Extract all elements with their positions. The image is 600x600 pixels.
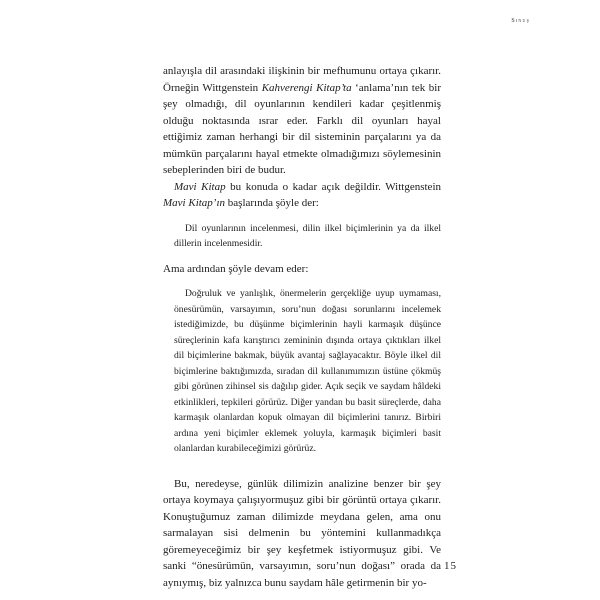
- paragraph-2-text-b: bu konuda o kadar açık değildir. Wittgenstein: [225, 180, 441, 193]
- body-text: [163, 63, 441, 591]
- paragraph-2-text-d: başlarında şöyle der:: [225, 197, 319, 209]
- block-quote-1-text: Dil oyunlarının incelenmesi, dilin ilkel biçimlerinin ya da ilkel dillerin incelenmesidir.: [174, 222, 441, 249]
- paragraph-1: [163, 63, 441, 179]
- paragraph-4: Bu, neredeyse, günlük dilimizin analizine benzer bir şey ortaya koymaya çalışıyormuşuz gibi bir görüntü ortaya çıkarır. Konuştuğumuz zaman dilimizde meydana gelen, ama onu sarmalayan sisi delmenin bu yöntemini kullanmadıkça göremeyeceğimiz bir şey keşfetmek istiyormuşuz gibi. Ve sanki “önesürümün, varsayımın, soru’nun doğası” orada da aynıymış, biz yalnızca bunu saydam hâle getirmenin bir yo-: [163, 477, 441, 589]
- paragraph-2: [163, 179, 441, 212]
- paragraph-3: Ama ardından şöyle devam eder:: [163, 262, 309, 275]
- book-title-mavi-kitap: Mavi Kitap: [174, 180, 226, 193]
- spacer: [163, 466, 441, 476]
- paragraph-1-text-a: anlayışla dil arasındaki ilişkinin bir mefhumunu ortaya çıkarır. Örneğin Wittgenstein: [163, 65, 441, 94]
- block-quote-2: [174, 286, 441, 457]
- paragraph-1-text-c: ‘anlama’nın tek bir şey olmadığı, dil oyunlarının kendileri kadar çeşitlenmiş olduğu noktasında ısrar eder. Farklı dil oyunları hayal ettiğimiz zaman herhangi bir dil sisteminin parçalarını ya da mümkün parçalarını hayal etmekte olmadığımızı söylemesinin sebeplerinden biri de budur.: [163, 81, 441, 176]
- block-quote-2-text: Doğruluk ve yanlışlık, önermelerin gerçekliğe uyup uymaması, önesürümün, varsayımın, soru’nun doğası sorunlarını incelemek istediğimizde, bu düşünme biçimlerinin hayli karmaşık düşünce süreçlerinin kafa karıştırıcı zemininin dışında ortaya çıktıkları ilkel dil biçimlerine bakmak, büyük avantaj sağlayacaktır. Böyle ilkel dil biçimlerine baktığımızda, sıradan dil kullanımımızın üstüne çökmüş gibi görünen zihinsel sis dağılıp gider. Açık seçik ve saydam hâldeki etkinlikleri, tepkileri görürüz. Diğer yandan bu basit süreçlerde, daha karmaşık olanlardan kopuk olmayan dil biçimlerini tanırız. Birbiri ardına yeni biçimler eklemek yoluyla, karmaşık biçimleri basit olanlardan kurabileceğimizi görürüz.: [174, 288, 441, 454]
- book-title-kahverengi-kitap: Kahverengi Kitap’ta: [261, 81, 352, 94]
- block-quote-1: [174, 221, 441, 252]
- running-head: Sınuş: [511, 18, 530, 24]
- page-number: 15: [444, 560, 457, 572]
- book-title-mavi-kitapin: Mavi Kitap’ın: [163, 197, 226, 209]
